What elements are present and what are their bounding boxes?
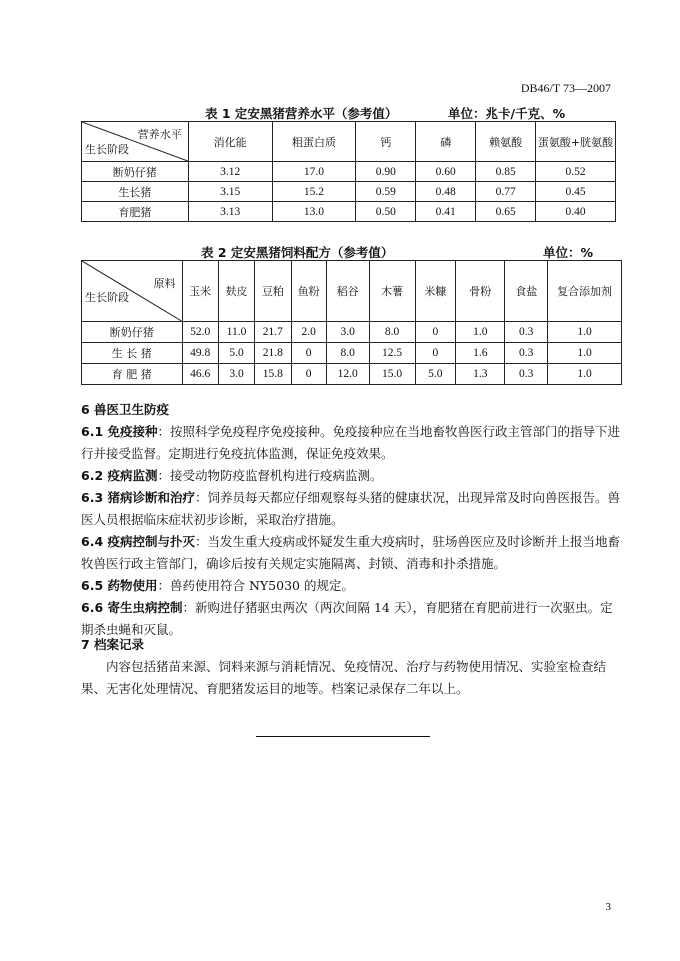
- table1-cell: 0.45: [536, 182, 616, 202]
- section6-heading: 6 兽医卫生防疫: [81, 402, 170, 417]
- item-text: ：当发生重大疫病或怀疑发生重大疫病时，驻场兽医应及时诊断并上报当地畜牧兽医行政主管部门，确诊后按有关规定实施隔离、封锁、消毒和扑杀措施。: [81, 534, 621, 571]
- table1-col-header: 赖氨酸: [476, 122, 536, 162]
- table2-cell: 1.0: [548, 322, 622, 343]
- section7-heading: 7 档案记录: [81, 637, 145, 652]
- table1-cell: 0.48: [416, 182, 476, 202]
- table1-stage-cell: 断奶仔猪: [82, 162, 189, 182]
- table1-col-header: 消化能: [188, 122, 272, 162]
- item-label: 6.2 疫病监测: [81, 468, 158, 483]
- section7-text: 内容包括猪苗来源、饲料来源与消耗情况、免疫情况、治疗与药物使用情况、实验室检查结果、无害化处理情况、育肥猪发运目的地等。档案记录保存二年以上。: [81, 659, 607, 696]
- section6: [81, 399, 621, 641]
- table-row: [82, 202, 616, 222]
- table1-header-row: [82, 122, 616, 162]
- item-label: 6.6 寄生虫病控制: [81, 600, 183, 615]
- table1-cell: 0.59: [356, 182, 416, 202]
- table1-col-header: 磷: [416, 122, 476, 162]
- table2-corner-cell: [82, 261, 183, 322]
- table1-corner-bottom: 生长阶段: [85, 143, 129, 156]
- item-text: ：按照科学免疫程序免疫接种。免疫接种应在当地畜牧兽医行政主管部门的指导下进行并接受监督。定期进行免疫抗体监测，保证免疫效果。: [81, 424, 621, 461]
- table1-cell: 0.85: [476, 162, 536, 182]
- item-label: 6.1 免疫接种: [81, 424, 158, 439]
- table2-cell: 0.3: [505, 322, 548, 343]
- table1-col-header: 粗蛋白质: [272, 122, 356, 162]
- table1-cell: 0.60: [416, 162, 476, 182]
- section6-item-6-5: [81, 575, 621, 597]
- table2-cell: 5.0: [218, 343, 254, 364]
- table2-cell: 52.0: [182, 322, 218, 343]
- table2-cell: 1.0: [548, 364, 622, 385]
- table1-col-header: 蛋氨酸+胱氨酸: [536, 122, 616, 162]
- table2: [81, 260, 622, 385]
- item-label: 6.5 药物使用: [81, 578, 158, 593]
- table1-cell: 0.77: [476, 182, 536, 202]
- table2-stage-cell: 断奶仔猪: [82, 322, 183, 343]
- table1-cell: 3.15: [188, 182, 272, 202]
- table2-cell: 0: [291, 364, 326, 385]
- table1-corner-cell: [82, 122, 189, 162]
- table2-corner-bottom: 生长阶段: [85, 291, 129, 304]
- item-label: 6.3 猪病诊断和治疗: [81, 490, 195, 505]
- table2-cell: 15.8: [255, 364, 291, 385]
- table1-cell: 0.52: [536, 162, 616, 182]
- table2-col-header: 骨粉: [456, 261, 505, 322]
- item-label: 6.4 疫病控制与扑灭: [81, 534, 195, 549]
- section7: [81, 634, 621, 700]
- table1-cell: 13.0: [272, 202, 356, 222]
- table1-cell: 3.12: [188, 162, 272, 182]
- table1-cell: 0.90: [356, 162, 416, 182]
- table2-cell: 0: [291, 343, 326, 364]
- table2-corner-top: 原料: [153, 277, 176, 290]
- table-row: [82, 322, 622, 343]
- table2-cell: 12.0: [326, 364, 369, 385]
- table1-cell: 0.40: [536, 202, 616, 222]
- page-number: 3: [605, 901, 611, 913]
- table-row: [82, 343, 622, 364]
- section6-item-6-1: [81, 421, 621, 465]
- standard-code: DB46/T 73—2007: [520, 81, 611, 95]
- table1-col-header: 钙: [356, 122, 416, 162]
- table2-cell: 15.0: [369, 364, 415, 385]
- table1-cell: 3.13: [188, 202, 272, 222]
- table1-cell: 0.50: [356, 202, 416, 222]
- table-row: [82, 162, 616, 182]
- item-text: ：接受动物防疫监督机构进行疫病监测。: [157, 468, 383, 483]
- table2-col-header: 复合添加剂: [548, 261, 622, 322]
- table2-cell: 46.6: [182, 364, 218, 385]
- table1-title: 表 1 定安黑猪营养水平（参考值）: [205, 106, 398, 121]
- table2-cell: 1.0: [548, 343, 622, 364]
- table-row: [82, 364, 622, 385]
- table2-cell: 8.0: [369, 322, 415, 343]
- section6-item-6-2: [81, 465, 621, 487]
- table2-col-header: 木薯: [369, 261, 415, 322]
- table1-cell: 17.0: [272, 162, 356, 182]
- table2-cell: 3.0: [326, 322, 369, 343]
- item-text: ：新购进仔猪驱虫两次（两次间隔 14 天），育肥猪在育肥前进行一次驱虫。定期杀虫蝇和灭鼠。: [81, 600, 613, 637]
- table2-cell: 8.0: [326, 343, 369, 364]
- table2-cell: 21.7: [255, 322, 291, 343]
- table2-stage-cell: 育 肥 猪: [82, 364, 183, 385]
- table2-cell: 5.0: [415, 364, 456, 385]
- table2-cell: 0.3: [505, 364, 548, 385]
- table1-cell: 0.65: [476, 202, 536, 222]
- table2-stage-cell: 生 长 猪: [82, 343, 183, 364]
- table2-header-row: [82, 261, 622, 322]
- table2-cell: 1.6: [456, 343, 505, 364]
- end-rule: [256, 736, 430, 737]
- table2-title: 表 2 定安黑猪饲料配方（参考值）: [201, 245, 394, 260]
- section6-item-6-3: [81, 487, 621, 531]
- section6-item-6-4: [81, 531, 621, 575]
- table1-cell: 15.2: [272, 182, 356, 202]
- table2-col-header: 玉米: [182, 261, 218, 322]
- table1: [81, 121, 616, 222]
- table2-col-header: 豆粕: [255, 261, 291, 322]
- table2-unit: 单位：%: [543, 245, 594, 260]
- table2-cell: 3.0: [218, 364, 254, 385]
- table2-cell: 11.0: [218, 322, 254, 343]
- table1-corner-top: 营养水平: [137, 128, 182, 141]
- table2-cell: 2.0: [291, 322, 326, 343]
- table2-cell: 1.0: [456, 322, 505, 343]
- table2-col-header: 稻谷: [326, 261, 369, 322]
- table1-stage-cell: 育肥猪: [82, 202, 189, 222]
- table2-cell: 0: [415, 343, 456, 364]
- table2-cell: 12.5: [369, 343, 415, 364]
- table2-cell: 1.3: [456, 364, 505, 385]
- table2-col-header: 麸皮: [218, 261, 254, 322]
- table1-unit: 单位：兆卡/千克、%: [448, 106, 566, 121]
- table-row: [82, 182, 616, 202]
- table2-cell: 49.8: [182, 343, 218, 364]
- table2-cell: 21.8: [255, 343, 291, 364]
- table2-col-header: 米糠: [415, 261, 456, 322]
- item-text: ：饲养员每天都应仔细观察每头猪的健康状况，出现异常及时向兽医报告。兽医人员根据临床症状初步诊断，采取治疗措施。: [81, 490, 621, 527]
- table2-cell: 0: [415, 322, 456, 343]
- table2-cell: 0.3: [505, 343, 548, 364]
- table2-col-header: 鱼粉: [291, 261, 326, 322]
- table2-col-header: 食盐: [505, 261, 548, 322]
- table1-stage-cell: 生长猪: [82, 182, 189, 202]
- item-text: ：兽药使用符合 NY5030 的规定。: [157, 578, 354, 593]
- table1-cell: 0.41: [416, 202, 476, 222]
